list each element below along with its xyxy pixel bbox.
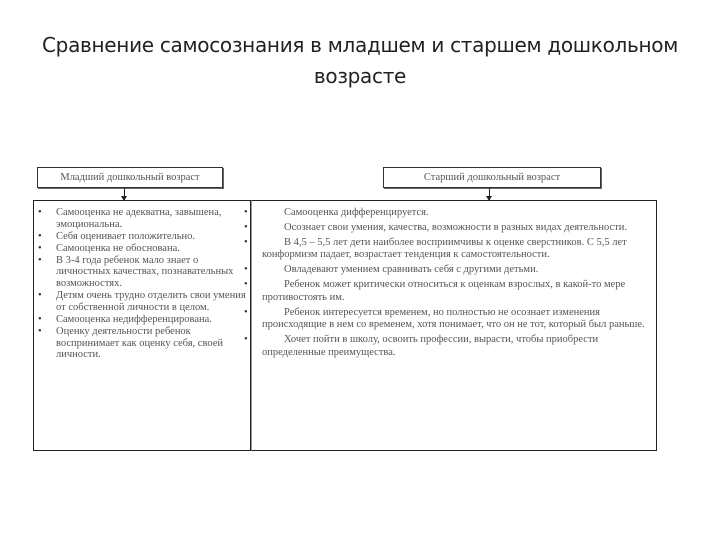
senior-age-box <box>251 200 657 451</box>
list-item: • Хочет пойти в школу, освоить профессии, вырасти, чтобы приобрести определенные преимущества. <box>262 334 652 360</box>
senior-list <box>252 201 656 360</box>
list-item: • Себя оценивает положительно. <box>34 231 246 243</box>
list-item: • В 3-4 года ребенок мало знает о личностных качествах, познавательных возможностях. <box>34 255 246 290</box>
junior-age-box <box>33 200 251 451</box>
list-item: • Детям очень трудно отделить свои умения от собственной личности в целом. <box>34 290 246 313</box>
list-item: • Самооценка дифференцируется. <box>262 207 652 220</box>
slide-title: Сравнение самосознания в младшем и старшем дошкольном возрасте <box>42 33 678 88</box>
list-item: • Ребенок может критически относиться к оценкам взрослых, в какой-то мере противостоять им. <box>262 279 652 305</box>
list-item: • Самооценка не обоснована. <box>34 243 246 255</box>
senior-arrow-icon <box>489 188 490 200</box>
list-item: • Овладевают умением сравнивать себя с другими детьми. <box>262 264 652 277</box>
junior-age-header: Младший дошкольный возраст <box>37 167 223 188</box>
list-item: • Ребенок интересуется временем, но полностью не осознает изменения происходящие в нем со временем, хотя понимает, что он не тот, который был раньше. <box>262 307 652 333</box>
list-item: • Оценку деятельности ребенок воспринимает как оценку себя, своей личности. <box>34 326 246 361</box>
list-item: • Самооценка недифференцирована. <box>34 314 246 326</box>
junior-arrow-icon <box>124 188 125 200</box>
list-item: • Самооценка не адекватна, завышена, эмоциональна. <box>34 207 246 230</box>
list-item: • В 4,5 – 5,5 лет дети наиболее восприимчивы к оценке сверстников. С 5,5 лет конформизм падает, возрастает тенденция к самостоятельности. <box>262 237 652 263</box>
list-item: • Осознает свои умения, качества, возможности в разных видах деятельности. <box>262 222 652 235</box>
junior-list <box>34 201 250 361</box>
senior-age-header: Старший дошкольный возраст <box>383 167 601 188</box>
